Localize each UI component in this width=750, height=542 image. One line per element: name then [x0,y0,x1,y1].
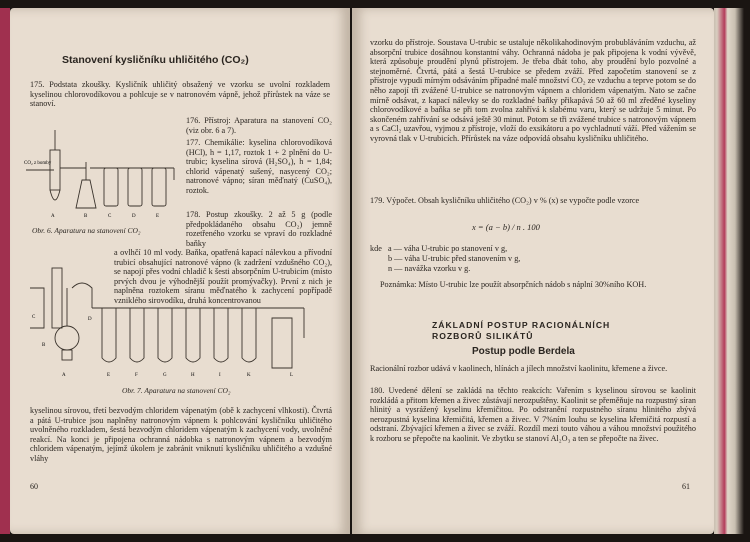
formula-def-n: n — navážka vzorku v g. [388,264,471,273]
fig6-label-a: A [51,214,55,219]
paragraph-177: 177. Chemikálie: kyselina chlorovodíková (HCl), h = 1,17, roztok 1 + 2 plnění do U-trubic; kyselina sírová (H₂SO₄), h = 1,84; chlorid vápenatý sušený, nasycený CO₂; natronové vápno; síran měďnatý (CuSO₄), roztok. [186,138,332,195]
paragraph-178-start: 178. Postup zkoušky. 2 až 5 g (podle předpokládaného obsahu CO₂) jemně rozetřeného vzorku se vpraví do rozkladné baňky [186,210,332,248]
fig7-label-b: B [42,343,46,348]
fig7-label-f: F [135,373,138,378]
section-title: Stanovení kysličníku uhličitého (CO₂) [62,54,249,66]
fig7-label-h: H [191,373,195,378]
note: Poznámka: Místo U-trubic lze použít absorpčních nádob s náplní 30%ního KOH. [380,280,647,289]
heading-basic-procedure: ZÁKLADNÍ POSTUP RACIONÁLNÍCH ROZBORŮ SILIKÁTŮ [432,320,611,341]
fig7-label-k: K [247,373,251,378]
fig6-label-d: D [132,214,136,219]
paragraph-179: 179. Výpočet. Obsah kysličníku uhličitého (CO₂) v % (x) se vypočte podle vzorce [370,196,640,205]
left-page [10,8,350,534]
formula-def-b: b — váha U-trubic před stanovením v g, [388,254,521,263]
paragraph-continuation: vzorku do přístroje. Soustava U-trubic se ustaluje několikahodinovým probubláváním vzduchu, až absorpční trubice dosáhnou konstantní váhy. Ochranná nádoba je pak připojena k vodní vývěvě, která způsobuje proudění plynů přístrojem. Je třeba dbát toho, aby proudění bylo pozvolné a stejnoměrné. Čtvrtá, pátá a šestá U-trubice se předem zváží. Před započetím stanovení se z přístroje vypudí mírným odsáváním případné malé množství CO₂ ze vzduchu a teprve potom se do něho zapojí tři zvážené U-trubice se natronovým vápnem a chloridem vápenatým. Nato se začne mírně odsávat, z kapací nálevky se do rozkladné baňky přikapává 50 až 60 ml zředěné kyseliny chlorovodíkové a baňka se při tom zvolna zahřívá k slabému varu, který se udržuje 5 minut. Po skončeném zahřívání se odsává ještě 30 minut. Potom se tři zvážené trubice s natronovým vápnem a s CaCl₂ uzavřou, vyjmou z přístroje, vloží do exsikátoru a po vychladnutí váží. Před vážením se vyrovná tlak v U-trubicích. Přírůstek na váze odpovídá obsahu kysličníku uhličitého. [370,38,696,143]
paragraph-176: 176. Přístroj: Aparatura na stanovení CO₂ (viz obr. 6 a 7). [186,116,332,135]
figure-6-apparatus [24,120,182,220]
right-page [352,8,714,534]
page-number-left: 60 [30,482,38,491]
fig7-label-i: I [219,373,221,378]
page-number-right: 61 [682,482,690,491]
formula-kde: kde [370,244,382,253]
fig7-label-e: E [107,373,111,378]
formula: x = (a − b) / n . 100 [472,222,540,232]
figure-7-apparatus [22,248,314,386]
fig7-label-a: A [62,373,66,378]
paragraph-178-middle: a ovlhčí 10 ml vody. Baňka, opatřená kapací nálevkou a přívodní trubicí obsahující natronové vápno (k zadržení vzdušného CO₂), se napojí přes vodní chladič k šesti absorpčním U-trubicím (místo prvých dvou je výhodnější použít promývačky). První z nich je naplněna roztokem síranu měďnatého k zachycení popřípadě vzniklého sirovodíku, druhá koncentrovanou [114,248,332,305]
paragraph-178-end: kyselinou sírovou, třetí bezvodým chloridem vápenatým (obě k zachycení vlhkosti). Čtvrtá a pátá U-trubice jsou naplněny natronovým vápnem k pohlcování kysličníku uhličitého uvolněného rozkladem, šestá bezvodým chloridem vápenatým k zachycení vody, uvolněné reakcí. Na konci je připojena ochranná nádobka s natronovým vápnem a bezvodým chloridem vápenatým, jejímž úkolem je zabránit vniknutí kysličníku uhličitého a vzdušné vláhy [30,406,332,463]
fig6-label-c: C [108,214,112,219]
fig6-label-b: B [84,214,88,219]
fig7-label-l: L [290,373,294,378]
paragraph-180: 180. Uvedené dělení se zakládá na těchto reakcích: Vařením s kyselinou sírovou se kaolinit rozkládá a přitom křemen a živec zůstávají nerozpuštěny. Kaolinit se přeměňuje na rozpustný síran hlinitý a vysrážený kyselinu křemičitou. Po odstranění rozpustného síranu hlinitého zbývá nerozpustná kyselina křemičitá, křemen a živec. V 7%ním louhu se kyselina křemičitá rozpustí a odstraní. Zbývající křemen a živec se zváží. Rozdíl mezi touto váhou a váhou množství použitého k rozboru se přepočte na kaolinit. Ve zbytku se stanoví Al₂O₃ a ten se přepočte na živec. [370,386,696,443]
fig6-label-e: E [156,214,160,219]
formula-def-a: a — váha U-trubic po stanovení v g, [388,244,508,253]
fig7-label-g: G [163,373,167,378]
figure-7-caption: Obr. 7. Aparatura na stanovení CO₂ [122,386,231,395]
fig7-label-c: C [32,315,36,320]
book-cover-left-edge [0,8,10,534]
fig6-label-co2: CO₂ z bomby [24,161,52,166]
paragraph-intro: Racionální rozbor udává v kaolinech, hlínách a jílech množství kaolinitu, křemene a živce. [370,364,668,373]
figure-6-caption: Obr. 6. Aparatura na stanovení CO₂ [32,226,141,235]
heading-berdel: Postup podle Berdela [472,346,575,357]
fig7-label-d: D [88,317,92,322]
page-edges [714,8,744,534]
paragraph-175: 175. Podstata zkoušky. Kysličník uhličitý obsažený ve vzorku se uvolní rozkladem kyselinou chlorovodíkovou a pohlcuje se v natronovém vápně, jehož přírůstek na váze se stanoví. [30,80,330,109]
